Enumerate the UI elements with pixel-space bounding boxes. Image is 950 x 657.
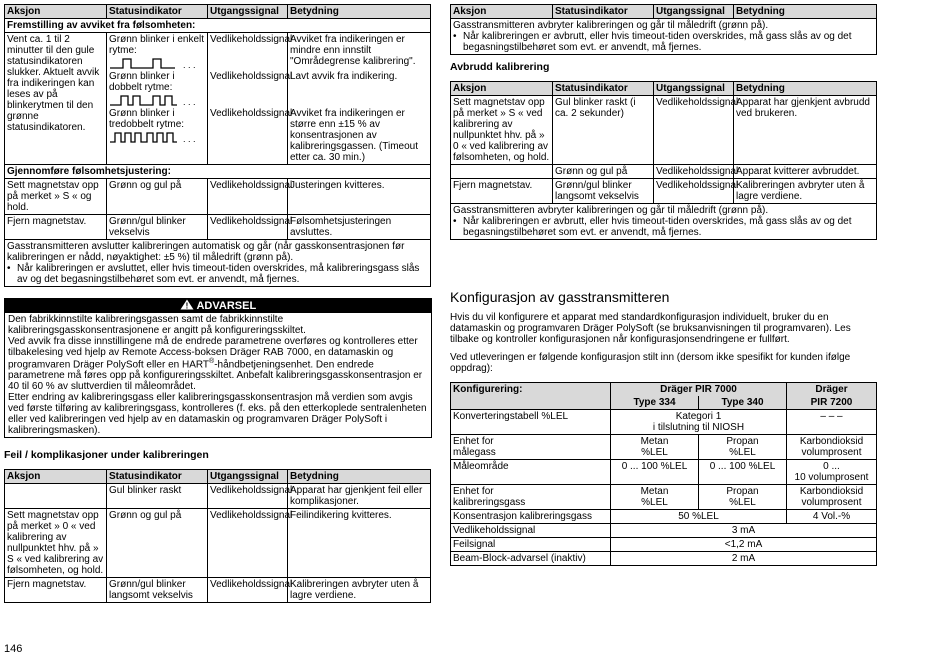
meaning-cell: Feilindikering kvitteres.	[288, 509, 431, 578]
col-action: Aksjon	[5, 5, 107, 19]
triple-pulse-icon	[109, 131, 205, 143]
status-cell: Grønn og gul på	[553, 165, 654, 179]
config-value: 2 mA	[611, 552, 877, 566]
bullet-text: Når kalibreringen er avbrutt, eller hvis timeout-tiden overskrides, må gass slås av og det begasningstilbehøret som evt. er anvendt, må fjernes.	[463, 31, 852, 53]
action-cell: Fjern magnetstav.	[451, 179, 553, 204]
output-cell: Vedlikeholdssignal	[654, 179, 734, 204]
config-label: Konsentrasjon kalibreringsgass	[451, 510, 611, 524]
status-cell	[107, 33, 208, 71]
meaning-cell: Justeringen kvitteres.	[288, 179, 431, 215]
meaning-cell: Følsomhetsjusteringen avsluttes.	[288, 215, 431, 240]
table-row	[451, 96, 877, 165]
status-text: Grønn blinker i tredobbelt rytme:	[109, 108, 185, 130]
abort-continuation-box	[450, 4, 877, 55]
config-label: Feilsignal	[451, 538, 611, 552]
col-type340: Type 340	[699, 396, 787, 410]
table-header-row	[5, 470, 431, 484]
action-cell	[5, 484, 107, 509]
config-heading: Konfigurasjon av gasstransmitteren	[450, 289, 670, 305]
table-row	[451, 538, 877, 552]
col-action: Aksjon	[451, 82, 553, 96]
status-text: Grønn blinker i dobbelt rytme:	[109, 71, 175, 93]
action-cell: Vent ca. 1 til 2 minutter til den gule statusindikatoren slukker. Aktuelt avvik fra indikeringen kan leses av på blinkerytmen til den grønne statusindikatoren.	[5, 33, 107, 165]
output-cell: Vedlikeholdssignal	[208, 215, 288, 240]
col-config: Konfigurering:	[451, 383, 611, 410]
warning-triangle-icon	[180, 300, 194, 312]
col-meaning: Betydning	[288, 5, 431, 19]
table-header-row	[5, 5, 431, 19]
config-value: 0 ... 100 %LEL	[611, 460, 699, 485]
col-output: Utgangssignal	[654, 5, 734, 19]
warning-header	[5, 299, 431, 313]
table-row	[5, 215, 431, 240]
output-cell: Vedlikeholdssignal	[208, 33, 288, 71]
config-value: 50 %LEL	[611, 510, 787, 524]
config-value: Propan %LEL	[699, 435, 787, 460]
config-value: Metan %LEL	[611, 435, 699, 460]
warning-box	[4, 298, 432, 438]
output-cell: Vedlikeholdssignal	[208, 509, 288, 578]
abort-heading: Avbrudd kalibrering	[450, 61, 550, 73]
config-value: Kategori 1 i tilslutning til NIOSH	[611, 410, 787, 435]
table-row	[5, 578, 431, 603]
table-row	[5, 484, 431, 509]
table-row	[451, 435, 877, 460]
status-cell: Grønn/gul blinker vekselvis	[107, 215, 208, 240]
col-meaning: Betydning	[734, 5, 877, 19]
meaning-cell: Lavt avvik fra indikering.	[288, 70, 431, 107]
table-row	[5, 33, 431, 71]
status-cell: Grønn/gul blinker langsomt vekselvis	[553, 179, 654, 204]
table-row	[451, 460, 877, 485]
bullet-text: Når kalibreringen er avsluttet, eller hvis timeout-tiden overskrides, må kalibreringsgass slås av og det begasningstilbehøret som evt. er anvendt, må fjernes.	[17, 263, 420, 285]
table-footer	[451, 204, 877, 240]
table-row	[451, 179, 877, 204]
meaning-cell: Apparat har gjenkjent avbrudd ved brukeren.	[734, 96, 877, 165]
svg-text:!: !	[185, 301, 189, 310]
table-row	[451, 410, 877, 435]
output-cell: Vedlikeholdssignal	[654, 165, 734, 179]
status-cell: Grønn og gul på	[107, 179, 208, 215]
table-header-row	[451, 82, 877, 96]
single-pulse-icon	[109, 57, 205, 69]
meaning-cell: Kalibreringen avbryter uten å lagre verdiene.	[288, 578, 431, 603]
table-header-row	[451, 383, 877, 397]
meaning-cell: Apparat kvitterer avbruddet.	[734, 165, 877, 179]
meaning-cell: Avviket fra indikeringen er mindre enn innstilt "Områdegrense kalibrering".	[288, 33, 431, 71]
warning-title: ADVARSEL	[196, 300, 257, 312]
table-footer	[5, 240, 431, 287]
warning-paragraph: Etter endring av kalibreringsgass eller kalibreringsgasskonsentrasjon må verdien som avgis ved første tilføring av kalibreringsgass, kontrolleres (f. eks. på den etterkoplede sentralenheten eller ved kalibreringen ved hjelp av en datamaskin og programvaren Dräger PolySoft i kalibreringsmasken).	[8, 392, 427, 437]
meaning-cell: Kalibreringen avbryter uten å lagre verdiene.	[734, 179, 877, 204]
col-output: Utgangssignal	[208, 470, 288, 484]
warning-body	[5, 313, 431, 437]
col-action: Aksjon	[5, 470, 107, 484]
bullet-icon: •	[453, 216, 457, 227]
col-output: Utgangssignal	[654, 82, 734, 96]
config-value: Metan %LEL	[611, 485, 699, 510]
config-label: Konverteringstabell %LEL	[451, 410, 611, 435]
fault-heading: Feil / komplikasjoner under kalibreringen	[4, 449, 209, 461]
page-number: 146	[4, 643, 23, 655]
config-paragraph: Ved utleveringen er følgende konfigurasjon stilt inn (dersom ikke spesifikt for kunden ifølge oppdrag):	[450, 352, 851, 374]
output-cell: Vedlikeholdssignal	[208, 107, 288, 165]
col-output: Utgangssignal	[208, 5, 288, 19]
col-meaning: Betydning	[288, 470, 431, 484]
col-meaning: Betydning	[734, 82, 877, 96]
config-value: Karbondioksid volumprosent	[787, 435, 877, 460]
config-paragraph: Hvis du vil konfigurere et apparat med standardkonfigurasjon individuelt, bruker du en datamaskin og programvaren Dräger PolySoft (se bruksanvisningen til programvaren). Les tilbake og kontroller konfigurasjonen når konfigurasjonsendringene er fullført.	[450, 312, 851, 345]
action-cell: Sett magnetstav opp på merket » S « ved kalibrering av nullpunktet hhv. på » 0 « ved kalibrering av følsomheten, og hold.	[451, 96, 553, 165]
col-status: Statusindikator	[107, 470, 208, 484]
output-cell: Vedlikeholdssignal	[208, 179, 288, 215]
double-pulse-icon	[109, 94, 205, 106]
footer-text: Gasstransmitteren avbryter kalibreringen og går til måledrift (grønn på).	[453, 205, 769, 216]
col-drager: Dräger	[787, 383, 877, 397]
output-cell: Vedlikeholdssignal	[654, 96, 734, 165]
section-title: Fremstilling av avviket fra følsomheten:	[5, 19, 431, 33]
measurement-deviation-table	[4, 4, 431, 287]
status-cell: Grønn og gul på	[107, 509, 208, 578]
output-cell: Vedlikeholdssignal	[208, 578, 288, 603]
output-cell: Vedlikeholdssignal	[208, 70, 288, 107]
config-table	[450, 382, 877, 566]
meaning-cell: Apparat har gjenkjent feil eller komplikasjoner.	[288, 484, 431, 509]
col-action: Aksjon	[451, 5, 553, 19]
fault-table	[4, 469, 431, 603]
warning-paragraph: Den fabrikkinnstilte kalibreringsgassen samt de fabrikkinnstilte kalibreringsgasskonsentrasjonene er angitt på konfigureringsskiltet.	[8, 314, 306, 336]
action-cell: Sett magnetstav opp på merket » S « og hold.	[5, 179, 107, 215]
abort-table	[450, 81, 877, 240]
config-value: <1,2 mA	[611, 538, 877, 552]
dots: . . .	[183, 97, 196, 106]
config-value: Propan %LEL	[699, 485, 787, 510]
output-cell: Vedlikeholdssignal	[208, 484, 288, 509]
config-value: 4 Vol.-%	[787, 510, 877, 524]
status-cell: Gul blinker raskt	[107, 484, 208, 509]
dots: . . .	[183, 134, 196, 143]
footer-text: Gasstransmitteren avslutter kalibreringen automatisk og går (når gasskonsentrasjonen før kalibreringen er nådd, nøyaktighet: ±5 %) til måledrift (grønn på).	[7, 241, 405, 263]
status-text: Grønn blinker i enkelt rytme:	[109, 34, 205, 56]
config-label: Måleområde	[451, 460, 611, 485]
config-label: Enhet for målegass	[451, 435, 611, 460]
table-row	[451, 510, 877, 524]
table-row	[5, 179, 431, 215]
action-cell: Fjern magnetstav.	[5, 215, 107, 240]
status-cell	[107, 107, 208, 165]
col-status: Statusindikator	[553, 82, 654, 96]
footer-text: Gasstransmitteren avbryter kalibreringen og går til måledrift (grønn på).	[453, 20, 769, 31]
config-label: Vedlikeholdssignal	[451, 524, 611, 538]
col-status: Statusindikator	[553, 5, 654, 19]
action-cell: Sett magnetstav opp på merket » 0 « ved kalibrering av nullpunktet hhv. på » S « ved kalibrering av følsomheten, og hold.	[5, 509, 107, 578]
config-value: Karbondioksid volumprosent	[787, 485, 877, 510]
config-value: – – –	[787, 410, 877, 435]
col-type334: Type 334	[611, 396, 699, 410]
col-pir7000: Dräger PIR 7000	[611, 383, 787, 397]
table-header-row	[451, 5, 877, 19]
config-value: 0 ... 100 %LEL	[699, 460, 787, 485]
status-cell: Grønn/gul blinker langsomt vekselvis	[107, 578, 208, 603]
action-cell: Fjern magnetstav.	[5, 578, 107, 603]
table-footer	[451, 19, 877, 55]
table-row	[5, 509, 431, 578]
bullet-text: Når kalibreringen er avbrutt, eller hvis timeout-tiden overskrides, må gass slås av og det begasningstilbehøret som evt. er anvendt, må fjernes.	[463, 216, 852, 238]
col-pir7200: PIR 7200	[787, 396, 877, 410]
config-value: 3 mA	[611, 524, 877, 538]
config-label: Enhet for kalibreringsgass	[451, 485, 611, 510]
bullet-icon: •	[7, 263, 11, 274]
action-cell	[451, 165, 553, 179]
table-row	[451, 524, 877, 538]
config-label: Beam-Block-advarsel (inaktiv)	[451, 552, 611, 566]
table-row	[451, 552, 877, 566]
section-title: Gjennomføre følsomhetsjustering:	[5, 165, 431, 179]
table-row	[451, 485, 877, 510]
warning-paragraph: Ved avvik fra disse innstillingene må de endrede parametrene overføres og kontrolleres etter tilbakelesing ved hjelp av Remote Access-boksen Dräger RAB 7000, en datamaskin og programvaren Dräger PolySoft eller en HART®-håndbetjeningsenhet. Den endrede parametrene må føres opp på konfigureringsskiltet. Anbefalt kalibreringsgasskonsentrasjon er 40 til 60 % av sluttverdien til måleområdet.	[8, 336, 423, 393]
dots: . . .	[183, 60, 196, 69]
config-value: 0 ... 10 volumprosent	[787, 460, 877, 485]
status-cell: Gul blinker raskt (i ca. 2 sekunder)	[553, 96, 654, 165]
bullet-icon: •	[453, 31, 457, 42]
status-cell	[107, 70, 208, 107]
table-row	[451, 165, 877, 179]
col-status: Statusindikator	[107, 5, 208, 19]
meaning-cell: Avviket fra indikeringen er større enn ±15 % av konsentrasjonen av kalibreringsgassen. (Timeout etter ca. 30 min.)	[288, 107, 431, 165]
